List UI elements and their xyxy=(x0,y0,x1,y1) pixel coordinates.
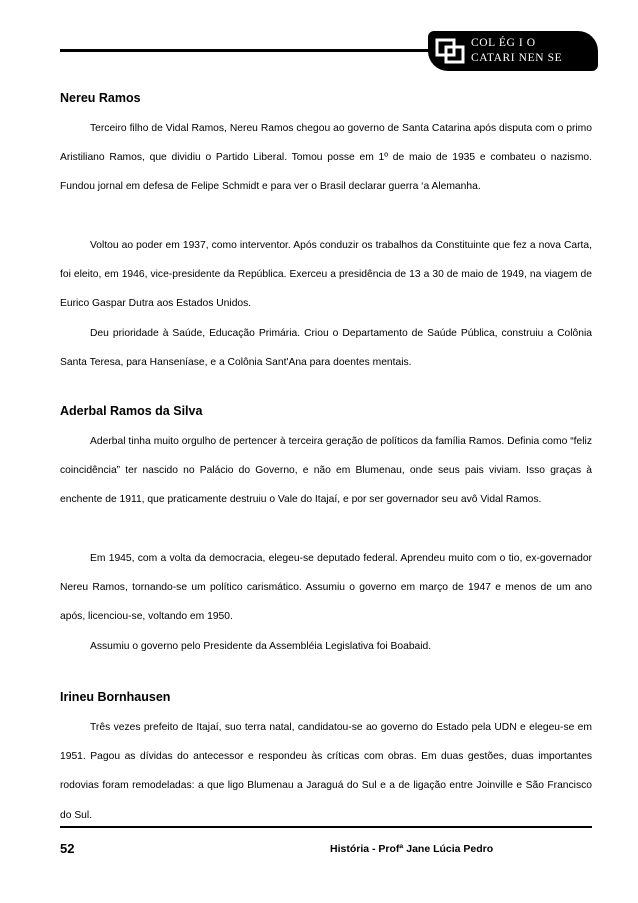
paragraph: Deu prioridade à Saúde, Educação Primária. Criou o Departamento de Saúde Pública, construiu a Colônia Santa Teresa, para Hanseníase, e a Colônia Sant'Ana para doentes mentais. xyxy=(60,328,592,369)
footer-rule xyxy=(60,826,592,828)
logo-mark-icon xyxy=(435,38,465,64)
paragraph: Terceiro filho de Vidal Ramos, Nereu Ramos chegou ao governo de Santa Catarina após disputa com o primo Aristiliano Ramos, que dividiu o Partido Liberal. Tomou posse em 1º de maio de 1935 e combateu o nazismo. Fundou jornal em defesa de Felipe Schmidt e para ver o Brasil declarar guerra ‘a Alemanha. xyxy=(60,123,592,193)
logo-text xyxy=(471,36,562,66)
paragraph: Voltou ao poder em 1937, como interventor. Após conduzir os trabalhos da Constituinte que fez a nova Carta, foi eleito, em 1946, vice-presidente da República. Exerceu a presidência de 13 a 30 de maio de 1949, na viagem de Eurico Gaspar Dutra aos Estados Unidos. xyxy=(60,240,592,310)
paragraph: Aderbal tinha muito orgulho de pertencer à terceira geração de políticos da família Ramos. Definia como “feliz coincidência” ter nascido no Palácio do Governo, e não em Blumenau, onde seus pais viviam. Isso graças à enchente de 1911, que praticamente destruiu o Vale do Itajaí, e por ser governador seu avô Vidal Ramos. xyxy=(60,436,592,506)
section-title-nereu-ramos: Nereu Ramos xyxy=(60,91,141,105)
paragraph: Três vezes prefeito de Itajaí, suo terra natal, candidatou-se ao governo do Estado pela UDN e elegeu-se em 1951. Pagou as dívidas do antecessor e respondeu às críticas com obras. Em duas gestões, duas importantes rodovias foram remodeladas: a que ligo Blumenau a Jaraguá do Sul e a de ligação entre Joinville e São Francisco do Sul. xyxy=(60,722,592,821)
paragraph: Assumiu o governo pelo Presidente da Assembléia Legislativa foi Boabaid. xyxy=(90,641,432,652)
footer-credit: História - Profª Jane Lúcia Pedro xyxy=(330,843,494,855)
logo-line-2: CATARI NEN SE xyxy=(471,52,563,64)
logo-line-1: COL ÉG I O xyxy=(471,37,536,49)
page-number: 52 xyxy=(60,841,75,856)
section-title-aderbal-ramos-da-silva: Aderbal Ramos da Silva xyxy=(60,404,203,418)
section-title-irineu-bornhausen: Irineu Bornhausen xyxy=(60,690,171,704)
header-rule xyxy=(60,49,446,52)
paragraph: Em 1945, com a volta da democracia, elegeu-se deputado federal. Aprendeu muito com o tio, ex-governador Nereu Ramos, tornando-se um político carismático. Assumiu o governo em março de 1947 e menos de um ano após, licenciou-se, voltando em 1950. xyxy=(60,553,592,623)
school-logo xyxy=(428,31,598,71)
